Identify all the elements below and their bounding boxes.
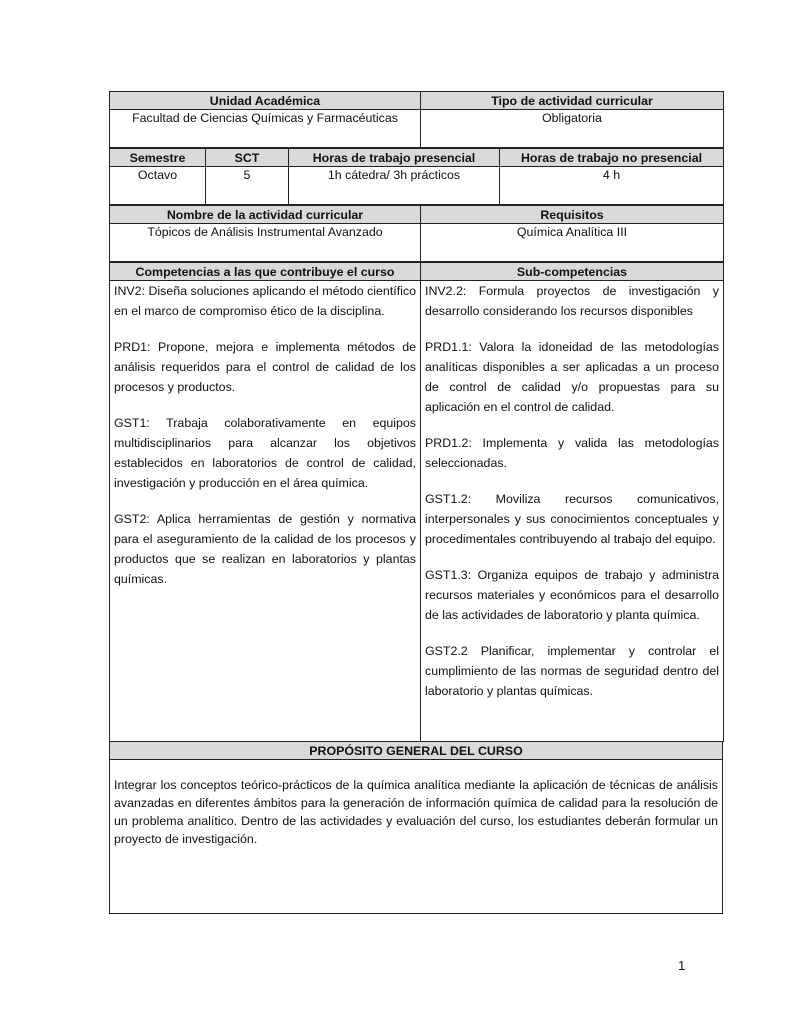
subcompetencia-item: PRD1.1: Valora la idoneidad de las metodologías analíticas disponibles a ser aplicadas a un proceso de control de calidad y/o propuestas para su aplicación en el control de calidad. [425,340,719,414]
tipo-actividad-value: Obligatoria [421,110,724,148]
subcompetencia-item: GST2.2 Planificar, implementar y controlar el cumplimiento de las normas de seguridad dentro del laboratorio y plantas químicas. [425,644,719,698]
header-sct: SCT [206,149,289,167]
actividad-table [109,205,724,262]
header-horas-no-presencial: Horas de trabajo no presencial [500,149,724,167]
competencia-item: GST2: Aplica herramientas de gestión y normativa para el aseguramiento de la calidad de los procesos y productos que se realizan en laboratorios y plantas químicas. [114,512,416,586]
header-requisitos: Requisitos [421,206,724,224]
header-unidad-academica: Unidad Académica [110,92,421,110]
sct-value: 5 [206,167,289,205]
proposito-text: Integrar los conceptos teórico-prácticos de la química analítica mediante la aplicación de técnicas de análisis avanzadas en diferentes ámbitos para la generación de información química de calidad para la resolución de un problema analítico. Dentro de las actividades y evaluación del curso, los estudiantes deberán formular un proyecto de investigación. [110,760,723,914]
header-subcompetencias: Sub-competencias [421,263,724,281]
subcompetencia-item: GST1.2: Moviliza recursos comunicativos, interpersonales y sus conocimientos conceptuales y procedimentales contribuyendo al trabajo del equipo. [425,492,719,546]
subcompetencia-item: GST1.3: Organiza equipos de trabajo y administra recursos materiales y económicos para el desarrollo de las actividades de laboratorio y planta química. [425,568,719,622]
proposito-table [109,741,723,914]
subcompetencias-cell [421,281,724,742]
header-nombre-actividad: Nombre de la actividad curricular [110,206,421,224]
header-tipo-actividad: Tipo de actividad curricular [421,92,724,110]
competencias-cell [110,281,421,742]
horas-presencial-value: 1h cátedra/ 3h prácticos [289,167,500,205]
unidad-table [109,91,724,148]
requisitos-value: Química Analítica III [421,224,724,262]
competencia-item: GST1: Trabaja colaborativamente en equipos multidisciplinarios para alcanzar los objetivos establecidos en laboratorios de control de calidad, investigación y producción en el área química. [114,416,416,490]
competencia-item: INV2: Diseña soluciones aplicando el método científico en el marco de compromiso ético de la disciplina. [114,284,416,318]
subcompetencia-item: PRD1.2: Implementa y valida las metodologías seleccionadas. [425,436,719,470]
horas-no-presencial-value: 4 h [500,167,724,205]
header-competencias: Competencias a las que contribuye el curso [110,263,421,281]
competencia-item: PRD1: Propone, mejora e implementa métodos de análisis requeridos para el control de calidad de los procesos y productos. [114,340,416,394]
nombre-actividad-value: Tópicos de Análisis Instrumental Avanzado [110,224,421,262]
semestre-value: Octavo [110,167,206,205]
horas-table [109,148,724,205]
header-horas-presencial: Horas de trabajo presencial [289,149,500,167]
page-number: 1 [678,958,686,973]
subcompetencia-item: INV2.2: Formula proyectos de investigación y desarrollo considerando los recursos disponibles [425,284,719,318]
header-semestre: Semestre [110,149,206,167]
competencias-table [109,262,724,742]
header-proposito: PROPÓSITO GENERAL DEL CURSO [110,742,723,760]
unidad-academica-value: Facultad de Ciencias Químicas y Farmacéuticas [110,110,421,148]
